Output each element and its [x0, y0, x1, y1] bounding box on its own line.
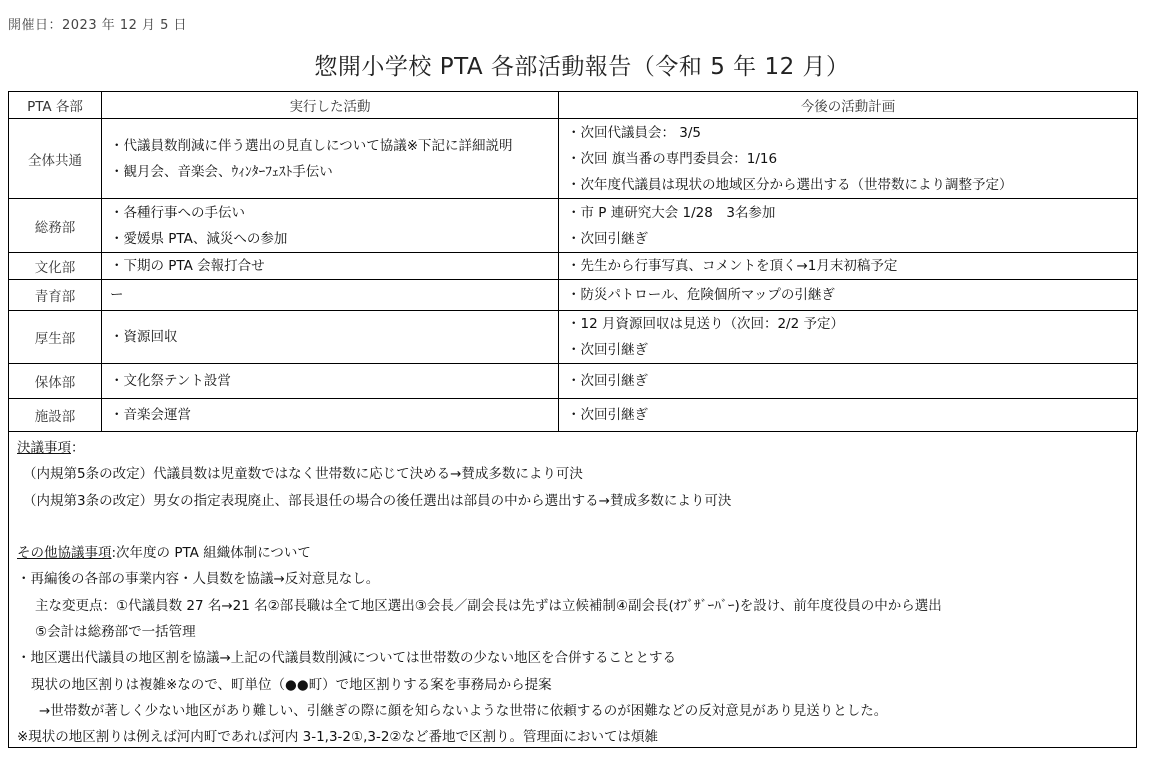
plan-cell — [559, 399, 1138, 432]
plan-item: ・次回引継ぎ — [567, 373, 648, 389]
other-line: ・地区選出代議員の地区割を協議→上記の代議員数削減については世帯数の少ない地区を合併することとする — [17, 650, 677, 667]
done-item: ・下期の PTA 会報打合せ — [110, 258, 265, 274]
table-row — [9, 280, 1138, 311]
header-dept: PTA 各部 — [9, 92, 102, 119]
done-item: ・各種行事への手伝い — [110, 204, 245, 221]
dept-cell: 厚生部 — [9, 311, 102, 364]
dept-cell: 保体部 — [9, 364, 102, 399]
done-item: ・文化祭テント設営 — [110, 373, 231, 389]
other-line: 主な変更点：①代議員数 27 名→21 名②部長職は全て地区選出③会長／副会長は先ずは立候補制④副会長(ｵﾌﾞｻﾞｰﾊﾞｰ)を設け、前年度役員の中から選出 — [35, 597, 942, 614]
resolution-item: （内規第5条の改定）代議員数は児童数ではなく世帯数に応じて決める→賛成多数により可決 — [23, 466, 583, 483]
done-item: ・資源回収 — [110, 329, 178, 345]
dept-cell: 青育部 — [9, 280, 102, 311]
other-line: ⑤会計は総務部で一括管理 — [35, 624, 196, 641]
plan-cell — [559, 199, 1138, 253]
resolutions-heading-line: 決議事項： — [17, 440, 85, 456]
table-row — [9, 364, 1138, 399]
table-row — [9, 253, 1138, 280]
table-row — [9, 399, 1138, 432]
done-item: ・音楽会運営 — [110, 407, 191, 423]
plan-cell — [559, 253, 1138, 280]
table-row — [9, 119, 1138, 199]
done-item: ー — [110, 287, 124, 303]
meeting-date: 開催日：2023 年 12 月 5 日 — [8, 18, 188, 33]
plan-cell — [559, 311, 1138, 364]
resolution-item: （内規第3条の改定）男女の指定表現廃止、部長退任の場合の後任選出は部員の中から選出する→賛成多数により可決 — [23, 492, 732, 509]
spacer — [17, 514, 1128, 540]
plan-item: ・次回 旗当番の専門委員会：1/16 — [567, 150, 778, 167]
done-item: ・観月会、音楽会、ｳｨﾝﾀｰﾌｪｽﾄ手伝い — [110, 163, 333, 180]
done-cell — [102, 199, 559, 253]
other-line: ※現状の地区割りは例えば河内町であれば河内 3-1,3-2①,3-2②など番地で区割り。管理面においては煩雑 — [17, 729, 659, 746]
done-cell — [102, 311, 559, 364]
dept-cell: 文化部 — [9, 253, 102, 280]
plan-cell — [559, 364, 1138, 399]
done-item: ・代議員数削減に伴う選出の見直しについて協議※下記に詳細説明 — [110, 137, 513, 154]
done-cell — [102, 364, 559, 399]
other-line: →世帯数が著しく少ない地区があり難しい、引継ぎの際に顔を知らないような世帯に依頼するのが困難などの反対意見があり見送りとした。 — [39, 702, 888, 719]
dept-cell: 全体共通 — [9, 119, 102, 199]
page-title: 惣開小学校 PTA 各部活動報告（令和 5 年 12 月） — [314, 54, 850, 80]
done-cell — [102, 399, 559, 432]
plan-item: ・次回引継ぎ — [567, 230, 648, 247]
other-heading: その他協議事項 — [17, 545, 112, 562]
table-row — [9, 311, 1138, 364]
other-heading-line: その他協議事項:次年度の PTA 組織体制について — [17, 545, 311, 562]
dept-cell: 施設部 — [9, 399, 102, 432]
notes-section — [8, 432, 1137, 748]
done-cell — [102, 119, 559, 199]
plan-item: ・市 P 連研究大会 1/28 3名参加 — [567, 204, 776, 221]
done-item: ・愛媛県 PTA、減災への参加 — [110, 230, 288, 247]
plan-item: ・次年度代議員は現状の地域区分から選出する（世帯数により調整予定） — [567, 176, 1013, 193]
plan-item: ・先生から行事写真、コメントを頂く→1月末初稿予定 — [567, 258, 898, 274]
plan-item: ・防災パトロール、危険個所マップの引継ぎ — [567, 287, 835, 303]
plan-cell — [559, 280, 1138, 311]
table-row — [9, 199, 1138, 253]
plan-cell — [559, 119, 1138, 199]
header-done: 実行した活動 — [102, 92, 559, 119]
resolutions-heading: 決議事項 — [17, 440, 71, 456]
done-cell — [102, 280, 559, 311]
other-line: ・再編後の各部の事業内容・人員数を協議→反対意見なし。 — [17, 571, 380, 588]
done-cell — [102, 253, 559, 280]
dept-cell: 総務部 — [9, 199, 102, 253]
plan-item: ・次回引継ぎ — [567, 407, 648, 423]
plan-item: ・12 月資源回収は見送り（次回：2/2 予定） — [567, 316, 844, 332]
plan-item: ・次回代議員会： 3/5 — [567, 124, 702, 141]
table-header-row — [9, 92, 1138, 119]
other-line: 現状の地区割りは複雑※なので、町単位（●●町）で地区割りする案を事務局から提案 — [31, 676, 552, 693]
activity-report-table — [8, 91, 1138, 432]
plan-item: ・次回引継ぎ — [567, 342, 648, 358]
header-plan: 今後の活動計画 — [559, 92, 1138, 119]
